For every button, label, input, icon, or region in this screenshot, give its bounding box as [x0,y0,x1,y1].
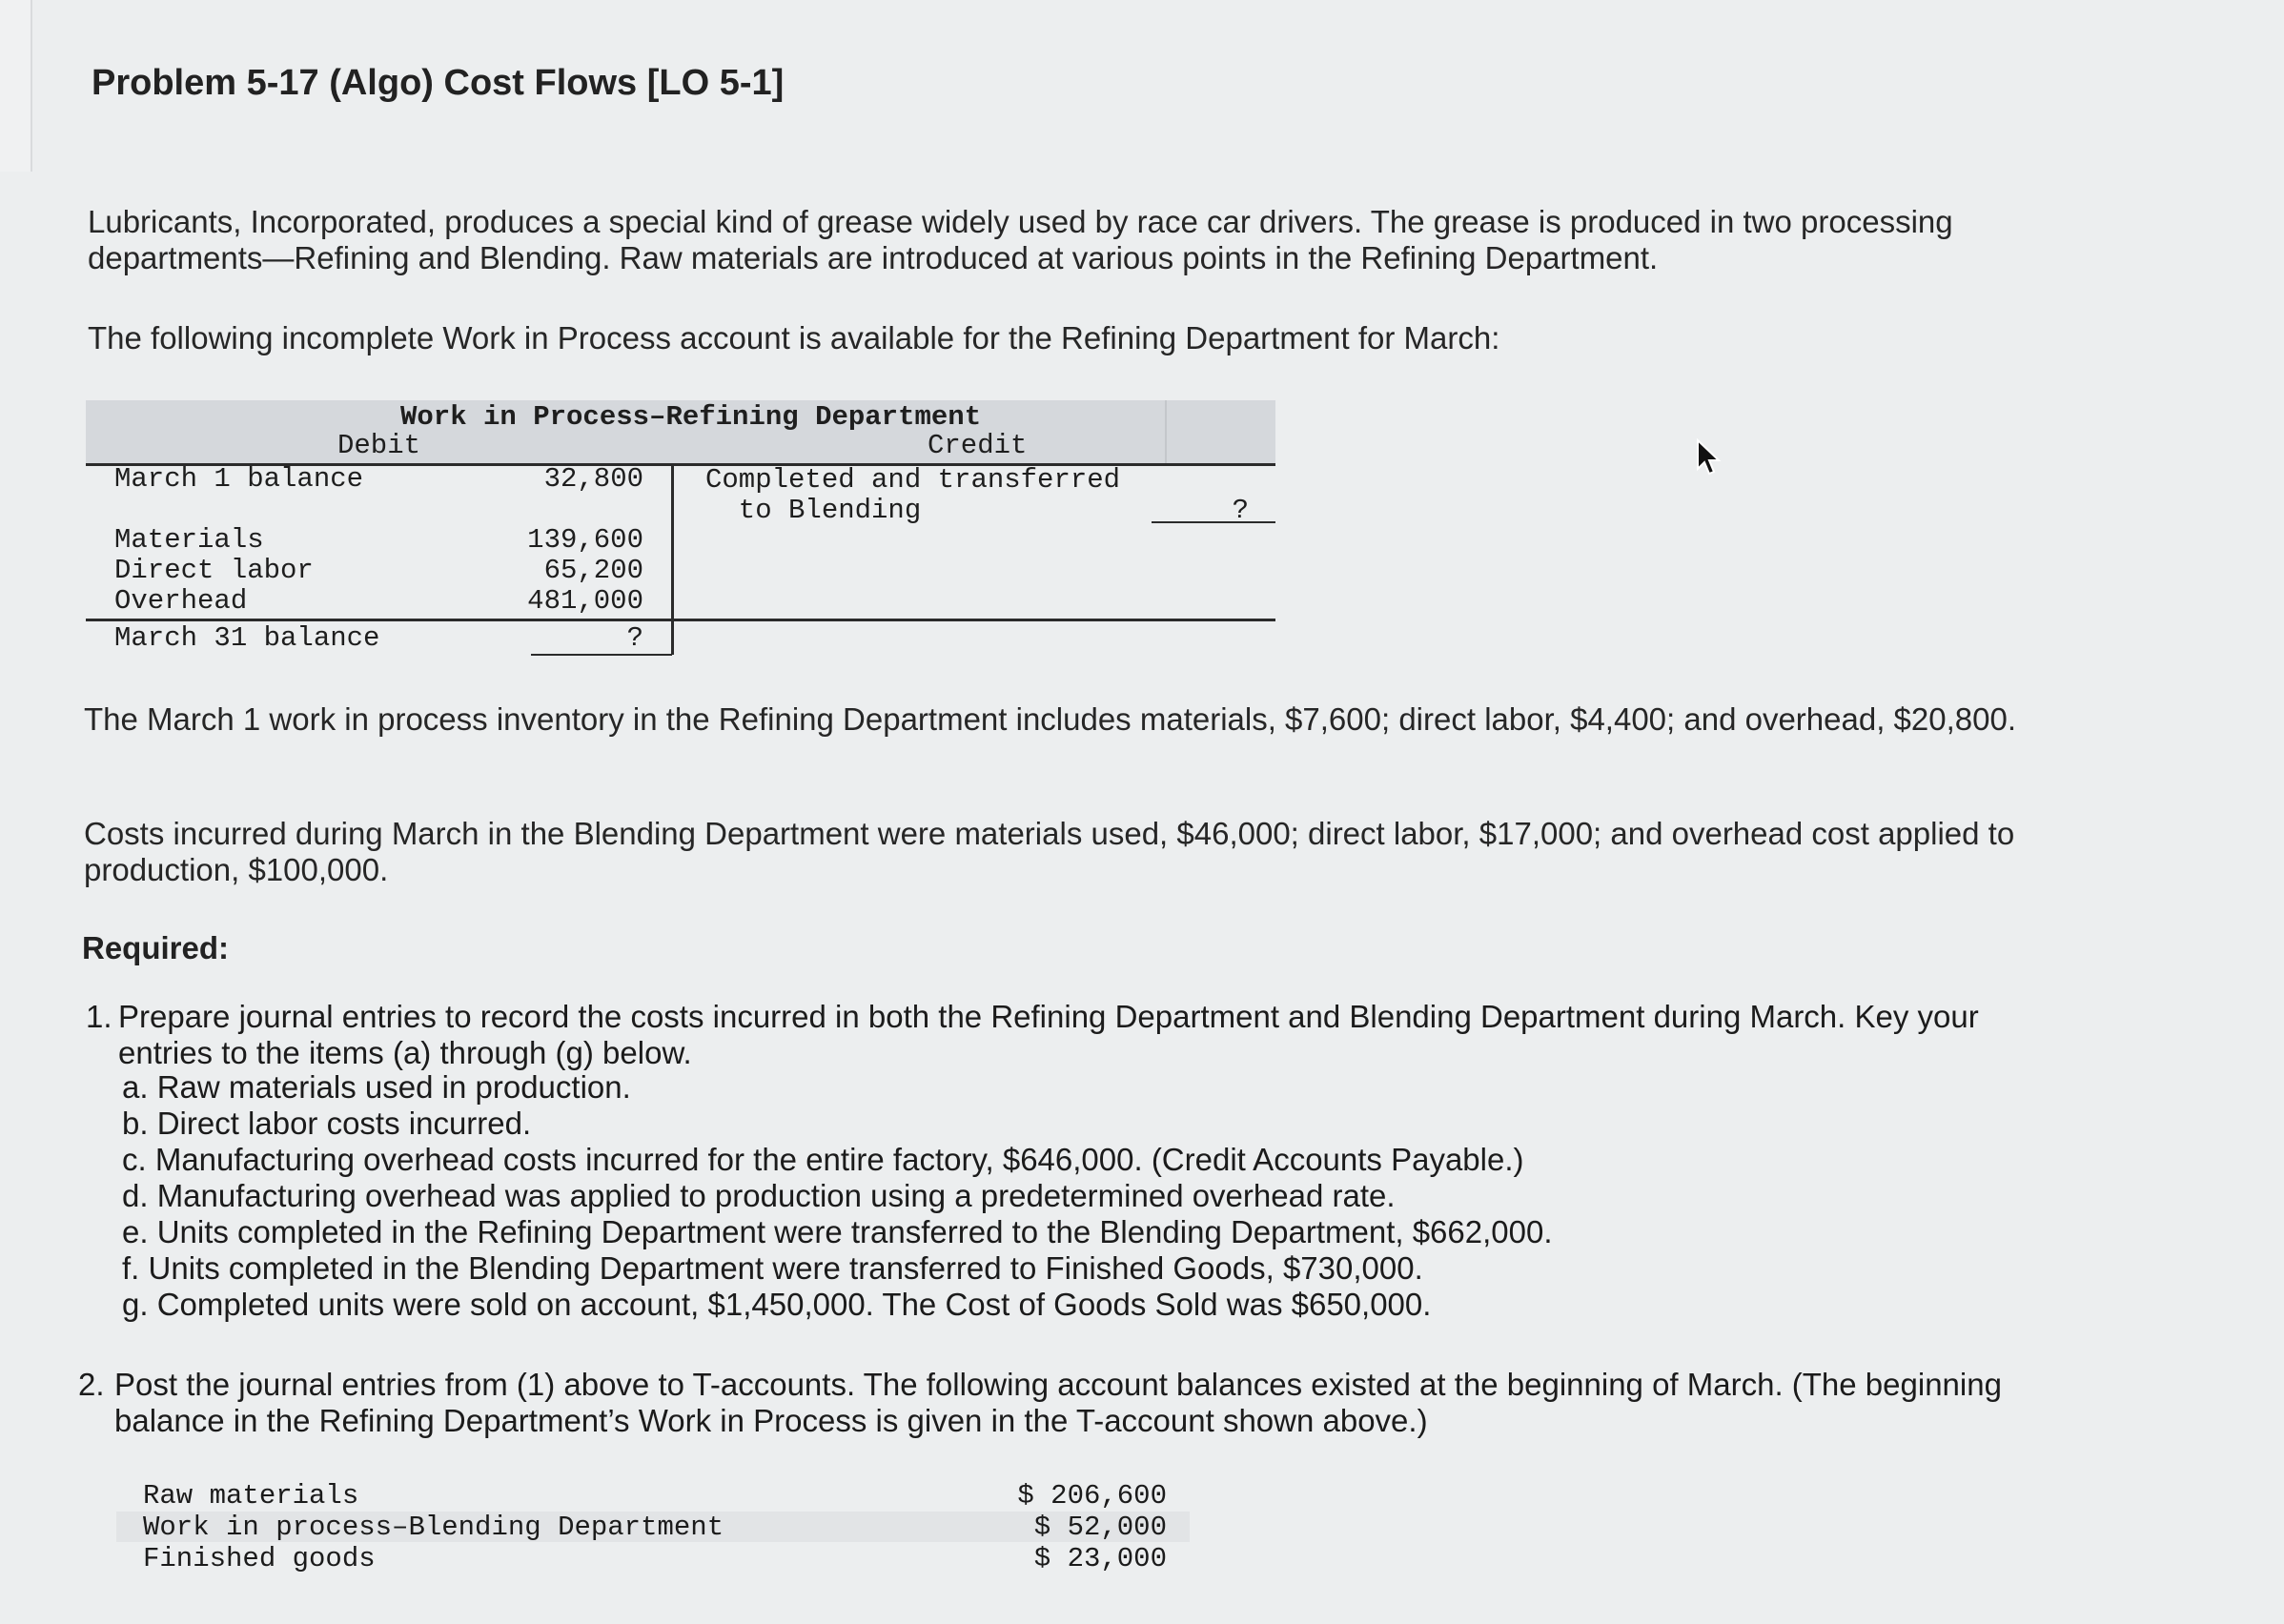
debit-header: Debit [337,430,421,461]
debit-row-amount: 32,800 [543,463,643,495]
list-item: a. Raw materials used in production. [122,1069,631,1105]
intro-paragraph: Lubricants, Incorporated, produces a special kind of grease widely used by race car drivers. The grease is produced in two processing departments—Refining and Blending. Raw materials are introduced at various points in the Refining Department. [88,204,1953,275]
requirement-1 [86,999,2040,1071]
debit-row-amount: 65,200 [543,555,643,586]
mouse-pointer-icon [1695,438,1723,481]
requirement-number: 2. [78,1367,105,1402]
balance-label: Finished goods [143,1543,376,1574]
list-item: d. Manufacturing overhead was applied to production using a predetermined overhead rate. [122,1178,1396,1213]
credit-row-amount: ? [1232,495,1249,526]
debit-row-label: Materials [114,524,264,556]
balance-label: Raw materials [143,1480,359,1512]
debit-row-label: Overhead [114,585,248,617]
t-account-wip-refining [86,400,1275,656]
list-item: e. Units completed in the Refining Department were transferred to the Blending Department, $662,000. [122,1214,1553,1249]
credit-row-label: Completed and transferred to Blending [705,464,1121,526]
header-divider [1165,400,1167,464]
t-center-line [671,464,674,655]
requirement-text: Post the journal entries from (1) above to T-accounts. The following account balances existed at the beginning of March. (The beginning balance in the Refining Department’s Work in Process is given in the T-account shown above.) [114,1367,2002,1438]
requirement-number: 1. [86,999,112,1034]
wip-detail-paragraph: The March 1 work in process inventory in the Refining Department includes materials, $7,600; direct labor, $4,400; and overhead, $20,800. [84,701,2016,737]
list-item: b. Direct labor costs incurred. [122,1106,532,1141]
required-heading: Required: [82,930,230,965]
debit-row-amount: 481,000 [527,585,643,617]
list-item: g. Completed units were sold on account, $1,450,000. The Cost of Goods Sold was $650,000. [122,1287,1432,1322]
debit-row-amount: 139,600 [527,524,643,556]
list-item: c. Manufacturing overhead costs incurred for the entire factory, $646,000. (Credit Accounts Payable.) [122,1142,1524,1177]
t-total-rule [86,619,1275,621]
window-edge [0,0,32,172]
debit-row-label: March 1 balance [114,463,364,495]
page-title: Problem 5-17 (Algo) Cost Flows [LO 5-1] [92,63,785,103]
ending-balance-label: March 31 balance [114,622,380,654]
lead-in-paragraph: The following incomplete Work in Process account is available for the Refining Department for March: [88,320,1500,355]
balance-amount: $ 206,600 [1017,1480,1167,1512]
credit-header: Credit [928,430,1028,461]
balance-label: Work in process–Blending Department [143,1512,724,1543]
list-item: f. Units completed in the Blending Department were transferred to Finished Goods, $730,000. [122,1250,1423,1286]
blending-costs-paragraph: Costs incurred during March in the Blending Department were materials used, $46,000; direct labor, $17,000; and overhead cost applied to production, $100,000. [84,816,2015,887]
balance-amount: $ 52,000 [1033,1512,1167,1543]
t-account-title: Work in Process–Refining Department [400,401,982,433]
ending-balance-underline [531,654,672,656]
requirement-1-items [122,1069,1553,1323]
requirement-text: Prepare journal entries to record the costs incurred in both the Refining Department and Blending Department during March. Key your entries to the items (a) through (g) below. [118,999,1979,1070]
requirement-2 [78,1367,2032,1439]
debit-row-label: Direct labor [114,555,314,586]
balance-amount: $ 23,000 [1033,1543,1167,1574]
ending-balance-amount: ? [626,622,643,654]
